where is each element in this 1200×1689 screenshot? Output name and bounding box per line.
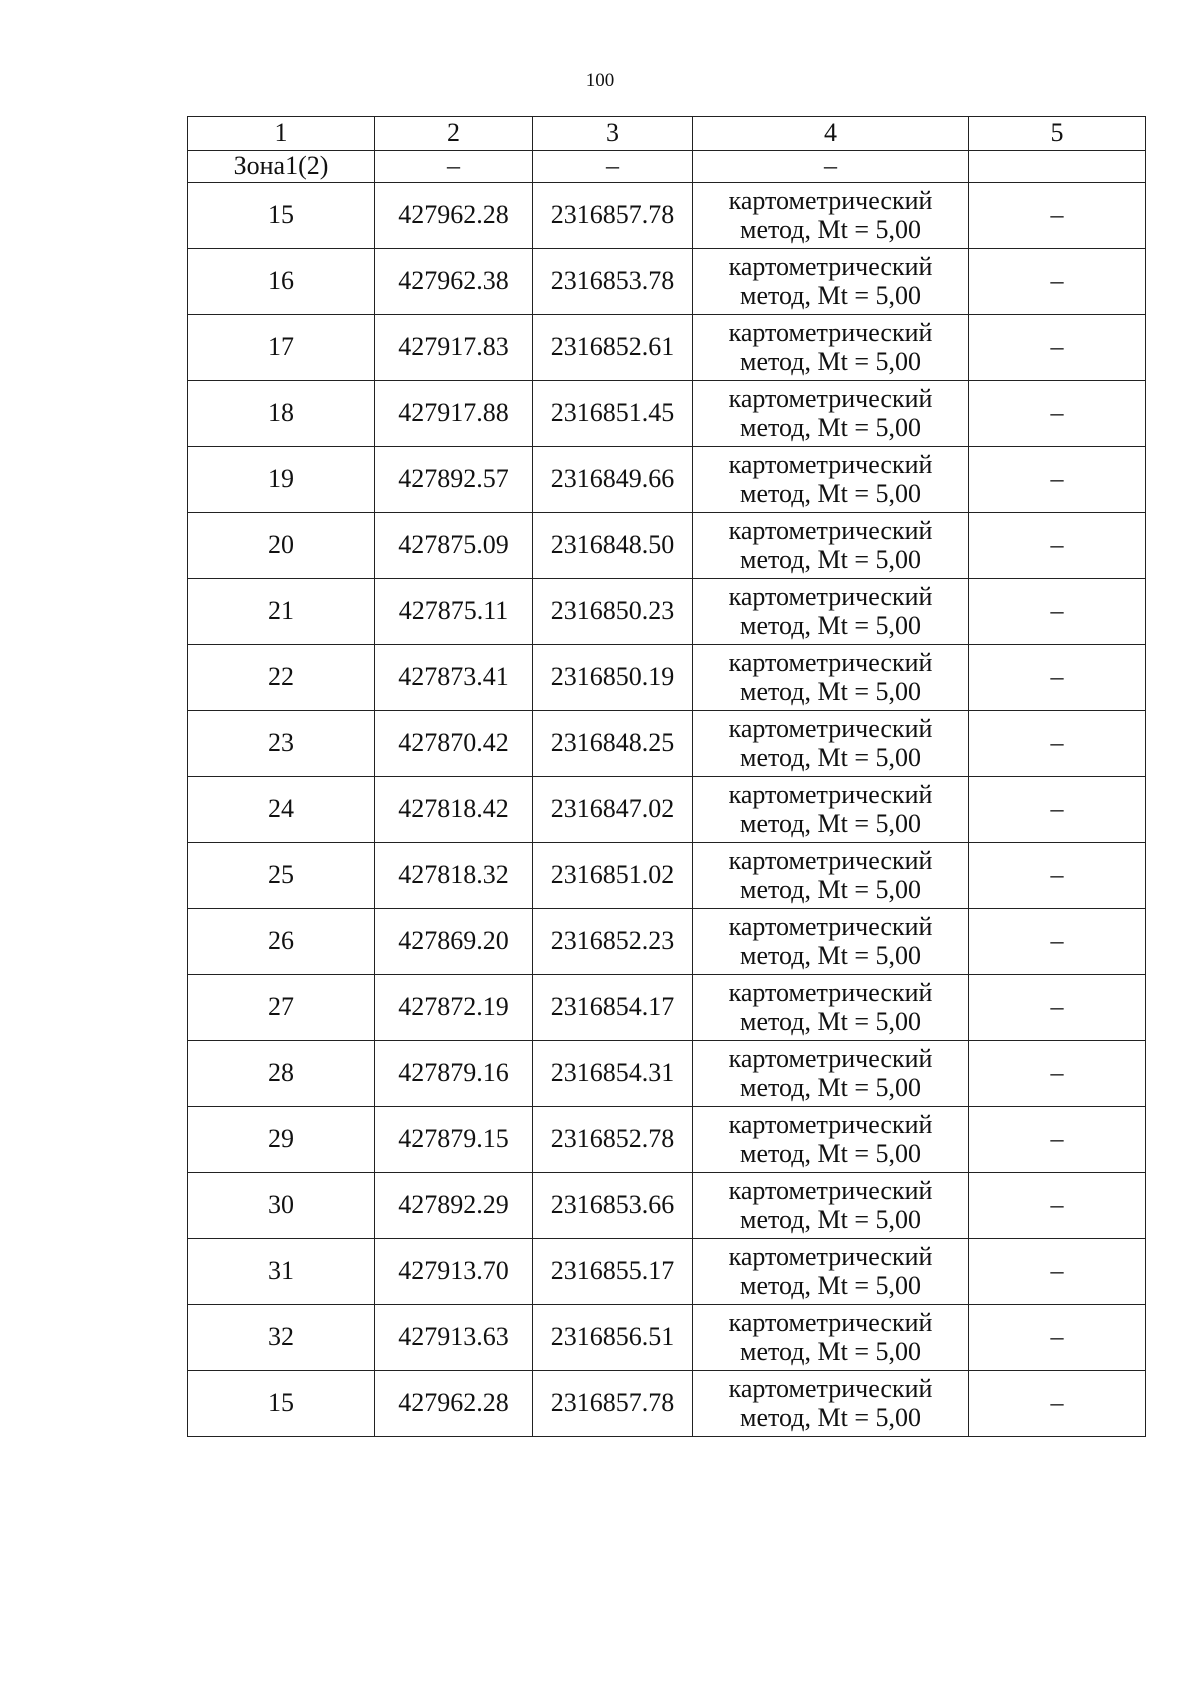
x-coordinate-cell: 427879.16 — [375, 1041, 533, 1107]
note-cell: – — [969, 315, 1146, 381]
note-cell: – — [969, 645, 1146, 711]
method-line-1: картометрический — [728, 1373, 933, 1403]
method-line-2: метод, Mt = 5,00 — [740, 610, 921, 640]
point-number-cell: 24 — [188, 777, 375, 843]
method-line-1: картометрический — [728, 515, 933, 545]
method-line-1: картометрический — [728, 383, 933, 413]
y-coordinate-cell: 2316857.78 — [533, 183, 693, 249]
y-coordinate-cell: 2316852.78 — [533, 1107, 693, 1173]
y-coordinate-cell: 2316850.23 — [533, 579, 693, 645]
note-cell: – — [969, 1041, 1146, 1107]
point-number-cell: 20 — [188, 513, 375, 579]
x-coordinate-cell: 427962.38 — [375, 249, 533, 315]
method-line-2: метод, Mt = 5,00 — [740, 1336, 921, 1366]
note-cell: – — [969, 249, 1146, 315]
note-cell: – — [969, 1371, 1146, 1437]
point-number-cell: 18 — [188, 381, 375, 447]
method-line-2: метод, Mt = 5,00 — [740, 1072, 921, 1102]
x-coordinate-cell: 427917.88 — [375, 381, 533, 447]
method-line-2: метод, Mt = 5,00 — [740, 1270, 921, 1300]
point-number-cell: 17 — [188, 315, 375, 381]
table-row — [188, 1107, 1146, 1173]
table-row — [188, 975, 1146, 1041]
y-coordinate-cell: 2316857.78 — [533, 1371, 693, 1437]
note-cell: – — [969, 1305, 1146, 1371]
method-line-2: метод, Mt = 5,00 — [740, 676, 921, 706]
table-row — [188, 711, 1146, 777]
x-coordinate-cell: 427870.42 — [375, 711, 533, 777]
x-coordinate-cell: 427892.29 — [375, 1173, 533, 1239]
y-coordinate-cell: 2316853.78 — [533, 249, 693, 315]
method-cell — [693, 711, 969, 777]
table-row — [188, 447, 1146, 513]
method-line-2: метод, Mt = 5,00 — [740, 808, 921, 838]
note-cell: – — [969, 1107, 1146, 1173]
method-cell — [693, 843, 969, 909]
method-line-2: метод, Mt = 5,00 — [740, 412, 921, 442]
method-cell — [693, 513, 969, 579]
method-line-1: картометрический — [728, 845, 933, 875]
method-cell — [693, 183, 969, 249]
point-number-cell: 16 — [188, 249, 375, 315]
header-cell-col4: 4 — [693, 117, 969, 151]
method-cell — [693, 315, 969, 381]
note-cell: – — [969, 1239, 1146, 1305]
method-cell — [693, 1305, 969, 1371]
x-coordinate-cell: 427818.32 — [375, 843, 533, 909]
method-line-1: картометрический — [728, 1175, 933, 1205]
table-row — [188, 183, 1146, 249]
method-line-2: метод, Mt = 5,00 — [740, 280, 921, 310]
x-coordinate-cell: 427873.41 — [375, 645, 533, 711]
x-coordinate-cell: 427962.28 — [375, 183, 533, 249]
header-cell-col5: 5 — [969, 117, 1146, 151]
table-row — [188, 513, 1146, 579]
table-row — [188, 1041, 1146, 1107]
zone-y-cell: – — [533, 151, 693, 183]
method-line-1: картометрический — [728, 1109, 933, 1139]
note-cell: – — [969, 579, 1146, 645]
note-cell: – — [969, 381, 1146, 447]
y-coordinate-cell: 2316855.17 — [533, 1239, 693, 1305]
y-coordinate-cell: 2316853.66 — [533, 1173, 693, 1239]
x-coordinate-cell: 427879.15 — [375, 1107, 533, 1173]
method-line-1: картометрический — [728, 779, 933, 809]
method-line-2: метод, Mt = 5,00 — [740, 544, 921, 574]
method-line-1: картометрический — [728, 317, 933, 347]
zone-method-cell: – — [693, 151, 969, 183]
header-cell-col3: 3 — [533, 117, 693, 151]
table-row — [188, 579, 1146, 645]
point-number-cell: 26 — [188, 909, 375, 975]
point-number-cell: 32 — [188, 1305, 375, 1371]
note-cell: – — [969, 447, 1146, 513]
zone-note-cell — [969, 151, 1146, 183]
method-line-2: метод, Mt = 5,00 — [740, 742, 921, 772]
x-coordinate-cell: 427962.28 — [375, 1371, 533, 1437]
table-row — [188, 1305, 1146, 1371]
method-cell — [693, 1173, 969, 1239]
point-number-cell: 22 — [188, 645, 375, 711]
point-number-cell: 28 — [188, 1041, 375, 1107]
table-row — [188, 1239, 1146, 1305]
y-coordinate-cell: 2316847.02 — [533, 777, 693, 843]
x-coordinate-cell: 427875.09 — [375, 513, 533, 579]
method-line-2: метод, Mt = 5,00 — [740, 478, 921, 508]
note-cell: – — [969, 711, 1146, 777]
page-number: 100 — [585, 70, 615, 91]
point-number-cell: 31 — [188, 1239, 375, 1305]
table-row — [188, 909, 1146, 975]
y-coordinate-cell: 2316848.25 — [533, 711, 693, 777]
method-cell — [693, 579, 969, 645]
method-cell — [693, 447, 969, 513]
zone-name-cell: Зона1(2) — [188, 151, 375, 183]
table-row — [188, 315, 1146, 381]
point-number-cell: 23 — [188, 711, 375, 777]
x-coordinate-cell: 427869.20 — [375, 909, 533, 975]
zone-x-cell: – — [375, 151, 533, 183]
x-coordinate-cell: 427913.63 — [375, 1305, 533, 1371]
method-line-2: метод, Mt = 5,00 — [740, 346, 921, 376]
x-coordinate-cell: 427913.70 — [375, 1239, 533, 1305]
table-row — [188, 1173, 1146, 1239]
y-coordinate-cell: 2316851.02 — [533, 843, 693, 909]
zone-row — [188, 151, 1146, 183]
method-line-2: метод, Mt = 5,00 — [740, 1402, 921, 1432]
method-line-1: картометрический — [728, 977, 933, 1007]
table-row — [188, 843, 1146, 909]
point-number-cell: 21 — [188, 579, 375, 645]
method-cell — [693, 1239, 969, 1305]
y-coordinate-cell: 2316848.50 — [533, 513, 693, 579]
method-line-2: метод, Mt = 5,00 — [740, 1006, 921, 1036]
point-number-cell: 19 — [188, 447, 375, 513]
y-coordinate-cell: 2316852.23 — [533, 909, 693, 975]
y-coordinate-cell: 2316854.31 — [533, 1041, 693, 1107]
coordinates-table-body — [188, 117, 1146, 1437]
method-cell — [693, 1107, 969, 1173]
point-number-cell: 15 — [188, 183, 375, 249]
method-line-1: картометрический — [728, 1043, 933, 1073]
method-line-2: метод, Mt = 5,00 — [740, 214, 921, 244]
method-line-1: картометрический — [728, 713, 933, 743]
note-cell: – — [969, 183, 1146, 249]
table-row — [188, 249, 1146, 315]
method-line-2: метод, Mt = 5,00 — [740, 874, 921, 904]
note-cell: – — [969, 1173, 1146, 1239]
method-line-1: картометрический — [728, 251, 933, 281]
note-cell: – — [969, 843, 1146, 909]
method-cell — [693, 381, 969, 447]
note-cell: – — [969, 777, 1146, 843]
point-number-cell: 15 — [188, 1371, 375, 1437]
x-coordinate-cell: 427872.19 — [375, 975, 533, 1041]
method-line-2: метод, Mt = 5,00 — [740, 940, 921, 970]
y-coordinate-cell: 2316851.45 — [533, 381, 693, 447]
method-cell — [693, 249, 969, 315]
method-cell — [693, 777, 969, 843]
method-line-2: метод, Mt = 5,00 — [740, 1138, 921, 1168]
y-coordinate-cell: 2316854.17 — [533, 975, 693, 1041]
x-coordinate-cell: 427917.83 — [375, 315, 533, 381]
method-line-2: метод, Mt = 5,00 — [740, 1204, 921, 1234]
table-row — [188, 1371, 1146, 1437]
point-number-cell: 29 — [188, 1107, 375, 1173]
y-coordinate-cell: 2316850.19 — [533, 645, 693, 711]
x-coordinate-cell: 427892.57 — [375, 447, 533, 513]
method-line-1: картометрический — [728, 1307, 933, 1337]
y-coordinate-cell: 2316856.51 — [533, 1305, 693, 1371]
coordinates-table — [187, 116, 1146, 1437]
note-cell: – — [969, 975, 1146, 1041]
table-row — [188, 777, 1146, 843]
method-line-1: картометрический — [728, 581, 933, 611]
x-coordinate-cell: 427875.11 — [375, 579, 533, 645]
table-row — [188, 381, 1146, 447]
header-cell-col1: 1 — [188, 117, 375, 151]
note-cell: – — [969, 513, 1146, 579]
method-line-1: картометрический — [728, 911, 933, 941]
table-row — [188, 645, 1146, 711]
table-header-row — [188, 117, 1146, 151]
note-cell: – — [969, 909, 1146, 975]
y-coordinate-cell: 2316849.66 — [533, 447, 693, 513]
method-line-1: картометрический — [728, 185, 933, 215]
method-cell — [693, 975, 969, 1041]
y-coordinate-cell: 2316852.61 — [533, 315, 693, 381]
method-cell — [693, 645, 969, 711]
method-line-1: картометрический — [728, 647, 933, 677]
method-cell — [693, 1371, 969, 1437]
method-cell — [693, 1041, 969, 1107]
x-coordinate-cell: 427818.42 — [375, 777, 533, 843]
header-cell-col2: 2 — [375, 117, 533, 151]
point-number-cell: 30 — [188, 1173, 375, 1239]
method-line-1: картометрический — [728, 1241, 933, 1271]
method-line-1: картометрический — [728, 449, 933, 479]
point-number-cell: 25 — [188, 843, 375, 909]
method-cell — [693, 909, 969, 975]
point-number-cell: 27 — [188, 975, 375, 1041]
